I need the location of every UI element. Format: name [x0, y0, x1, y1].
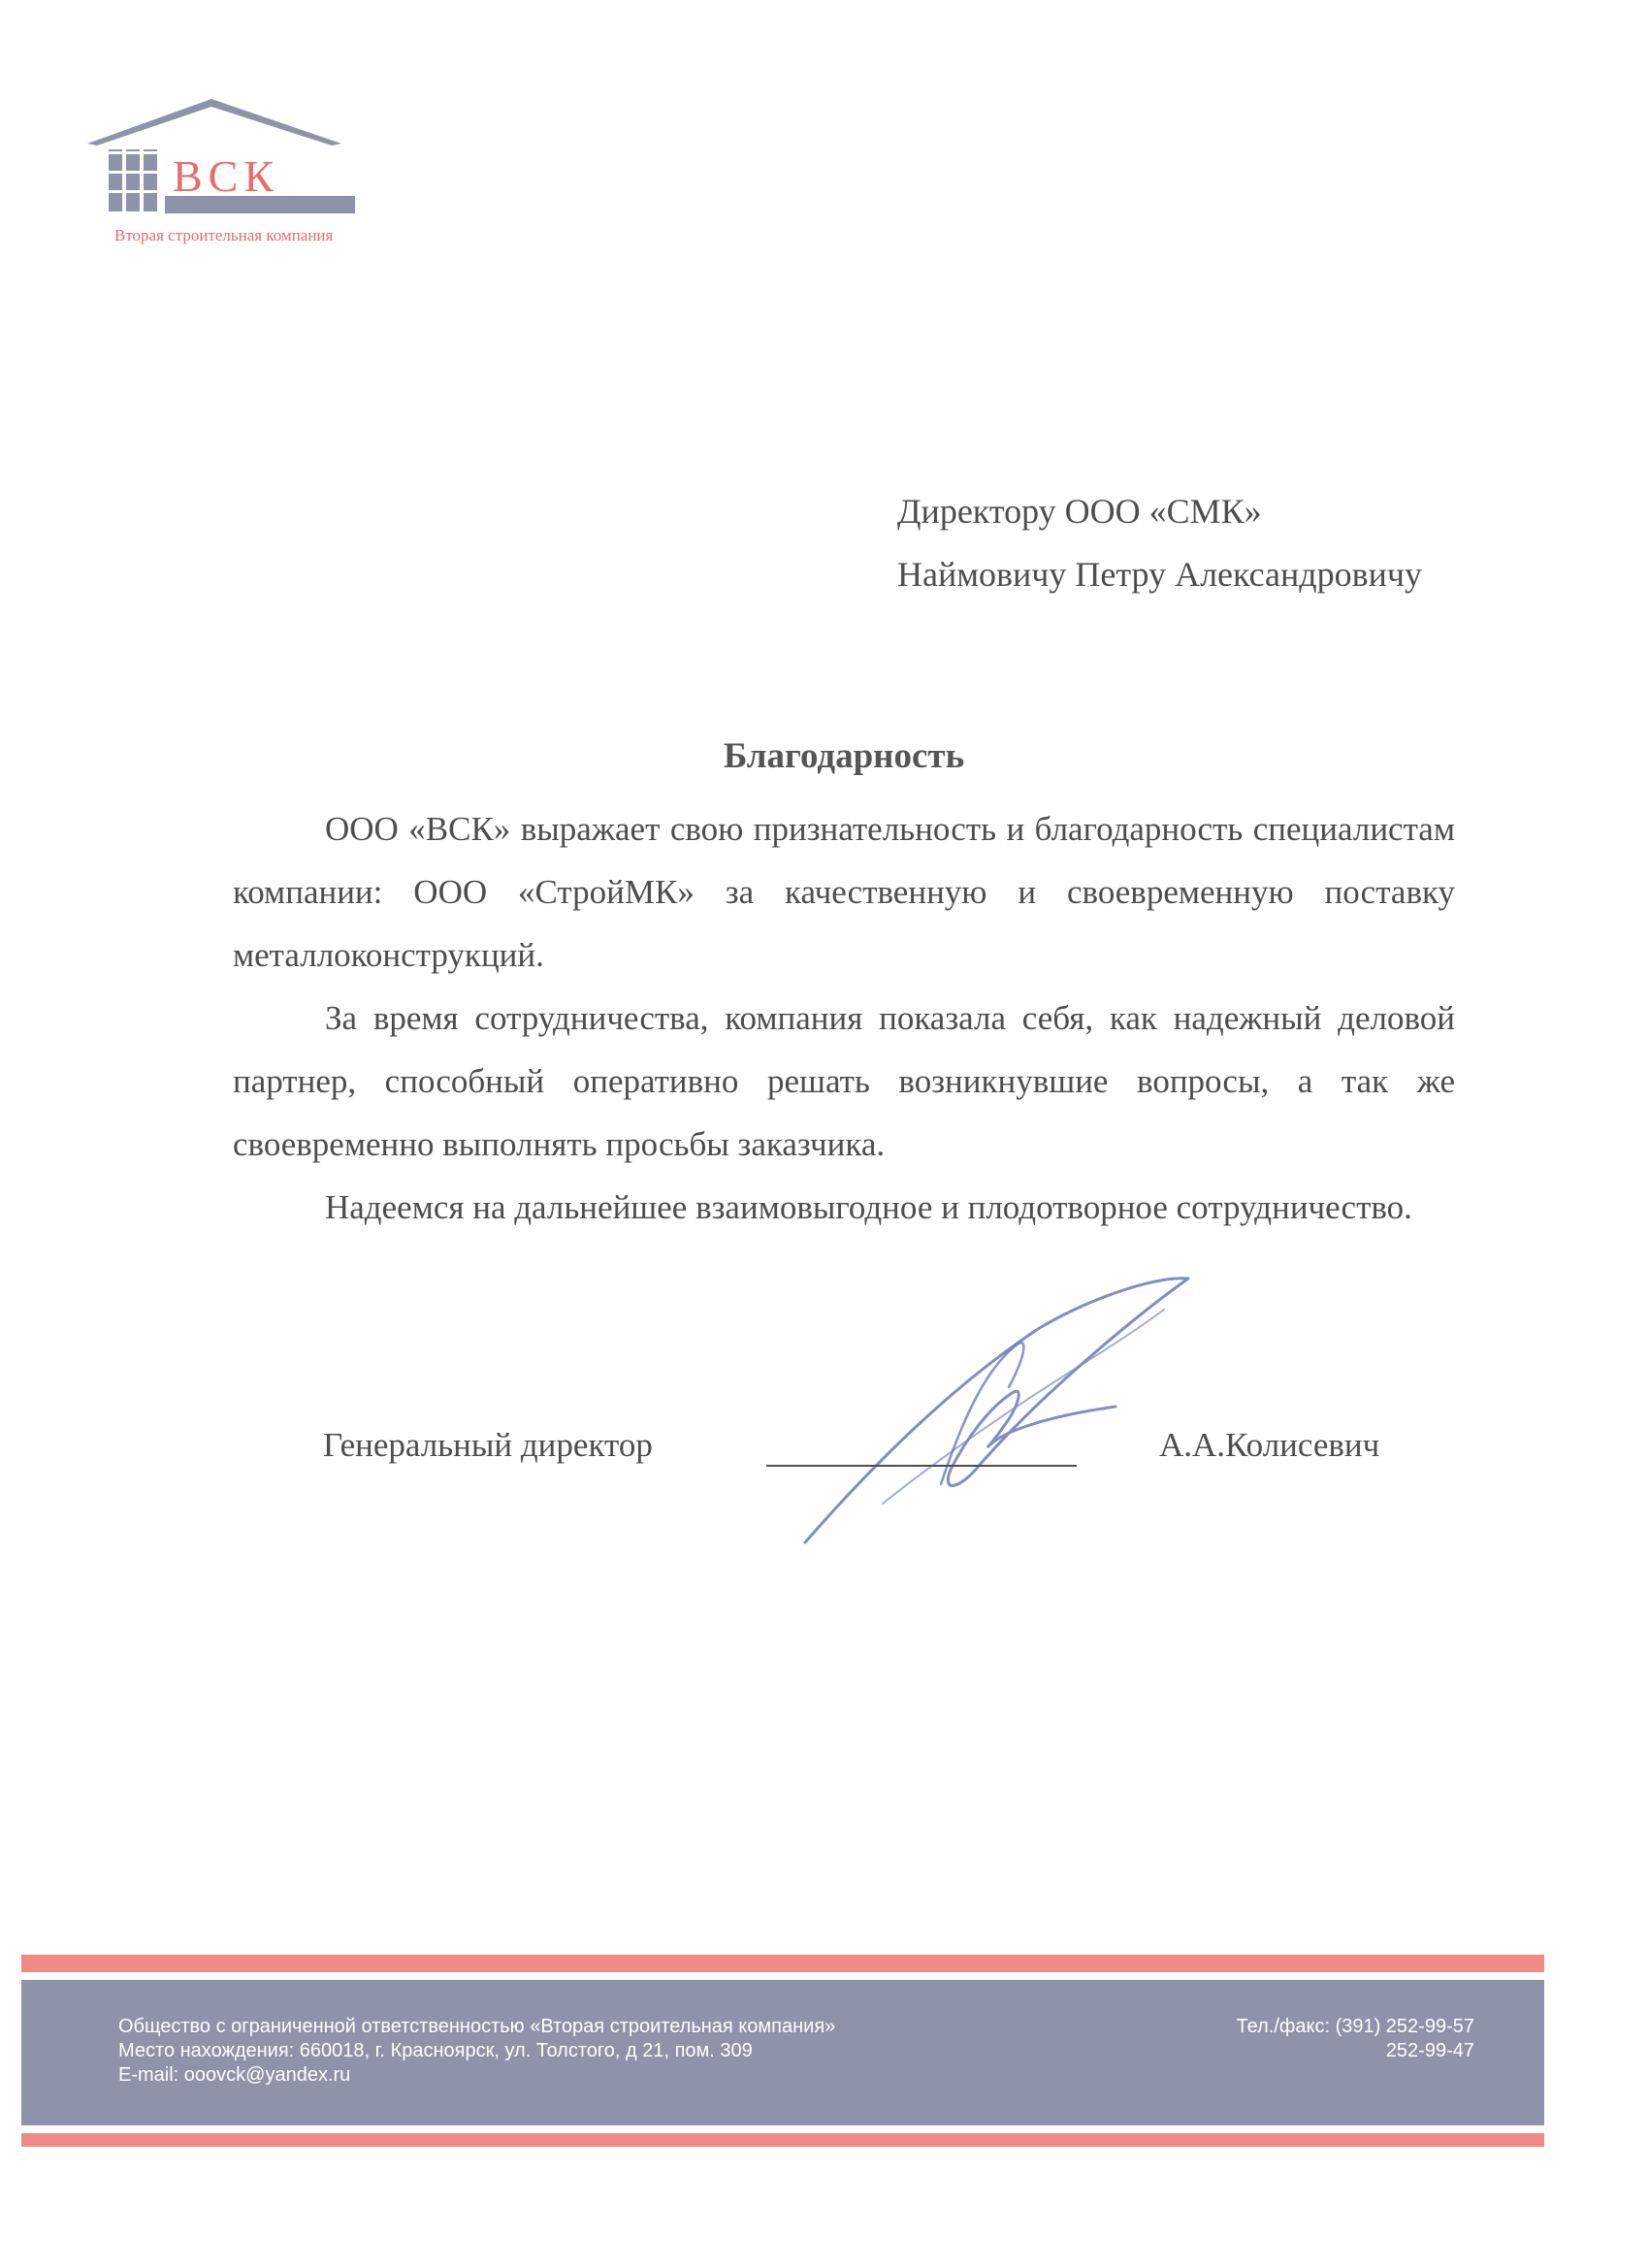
- signer-name: А.А.Колисевич: [1159, 1426, 1380, 1464]
- footer-email: E-mail: ooovck@yandex.ru: [118, 2064, 351, 2086]
- signer-position: Генеральный директор: [323, 1426, 653, 1464]
- footer-phone-2: 252-99-47: [1385, 2040, 1474, 2061]
- footer-address: Место нахождения: 660018, г. Красноярск, ул. Толстого, д 21, пом. 309: [118, 2040, 753, 2061]
- letterhead-footer: [21, 1955, 1544, 2149]
- addressee-line-1: Директору ООО «СМК»: [897, 492, 1262, 531]
- paragraph-2: За время сотрудничества, компания показала себя, как надежный деловой партнер, способный оперативно решать возникнувшие вопросы, а так же своевременно выполнять просьбы заказчика.: [233, 999, 1455, 1163]
- signature-scribble-icon: [795, 1271, 1212, 1552]
- footer-contacts: [1237, 2015, 1474, 2063]
- footer-stripe-bottom: [21, 2133, 1544, 2147]
- addressee-line-2: Наймовичу Петру Александровичу: [897, 555, 1422, 594]
- letter-title: Благодарность: [723, 736, 965, 776]
- logo-subtitle: Вторая строительная компания: [114, 226, 334, 244]
- signature-row: [0, 1426, 1649, 1484]
- signature-line: [766, 1465, 1077, 1467]
- company-logo: [87, 97, 378, 252]
- addressee-block: [897, 480, 1518, 606]
- logo-letters: ВСК: [173, 151, 280, 201]
- logo-house-icon: [87, 97, 378, 252]
- handwritten-signature: [795, 1271, 1212, 1552]
- letter-body: [233, 797, 1455, 1239]
- footer-stripe-top: [21, 1955, 1544, 1972]
- footer-phone-1: Тел./факс: (391) 252-99-57: [1236, 2016, 1474, 2037]
- paragraph-3: Надеемся на дальнейшее взаимовыгодное и плодотворное сотрудничество.: [325, 1188, 1412, 1226]
- footer-company-name: Общество с ограниченной ответственностью «Вторая строительная компания»: [118, 2016, 836, 2037]
- footer-company-info: [118, 2015, 835, 2088]
- paragraph-1: ООО «ВСК» выражает свою признательность и благодарность специалистам компании: ООО «СтройМК» за качественную и своевременную поставку металлоконструкций.: [233, 810, 1455, 974]
